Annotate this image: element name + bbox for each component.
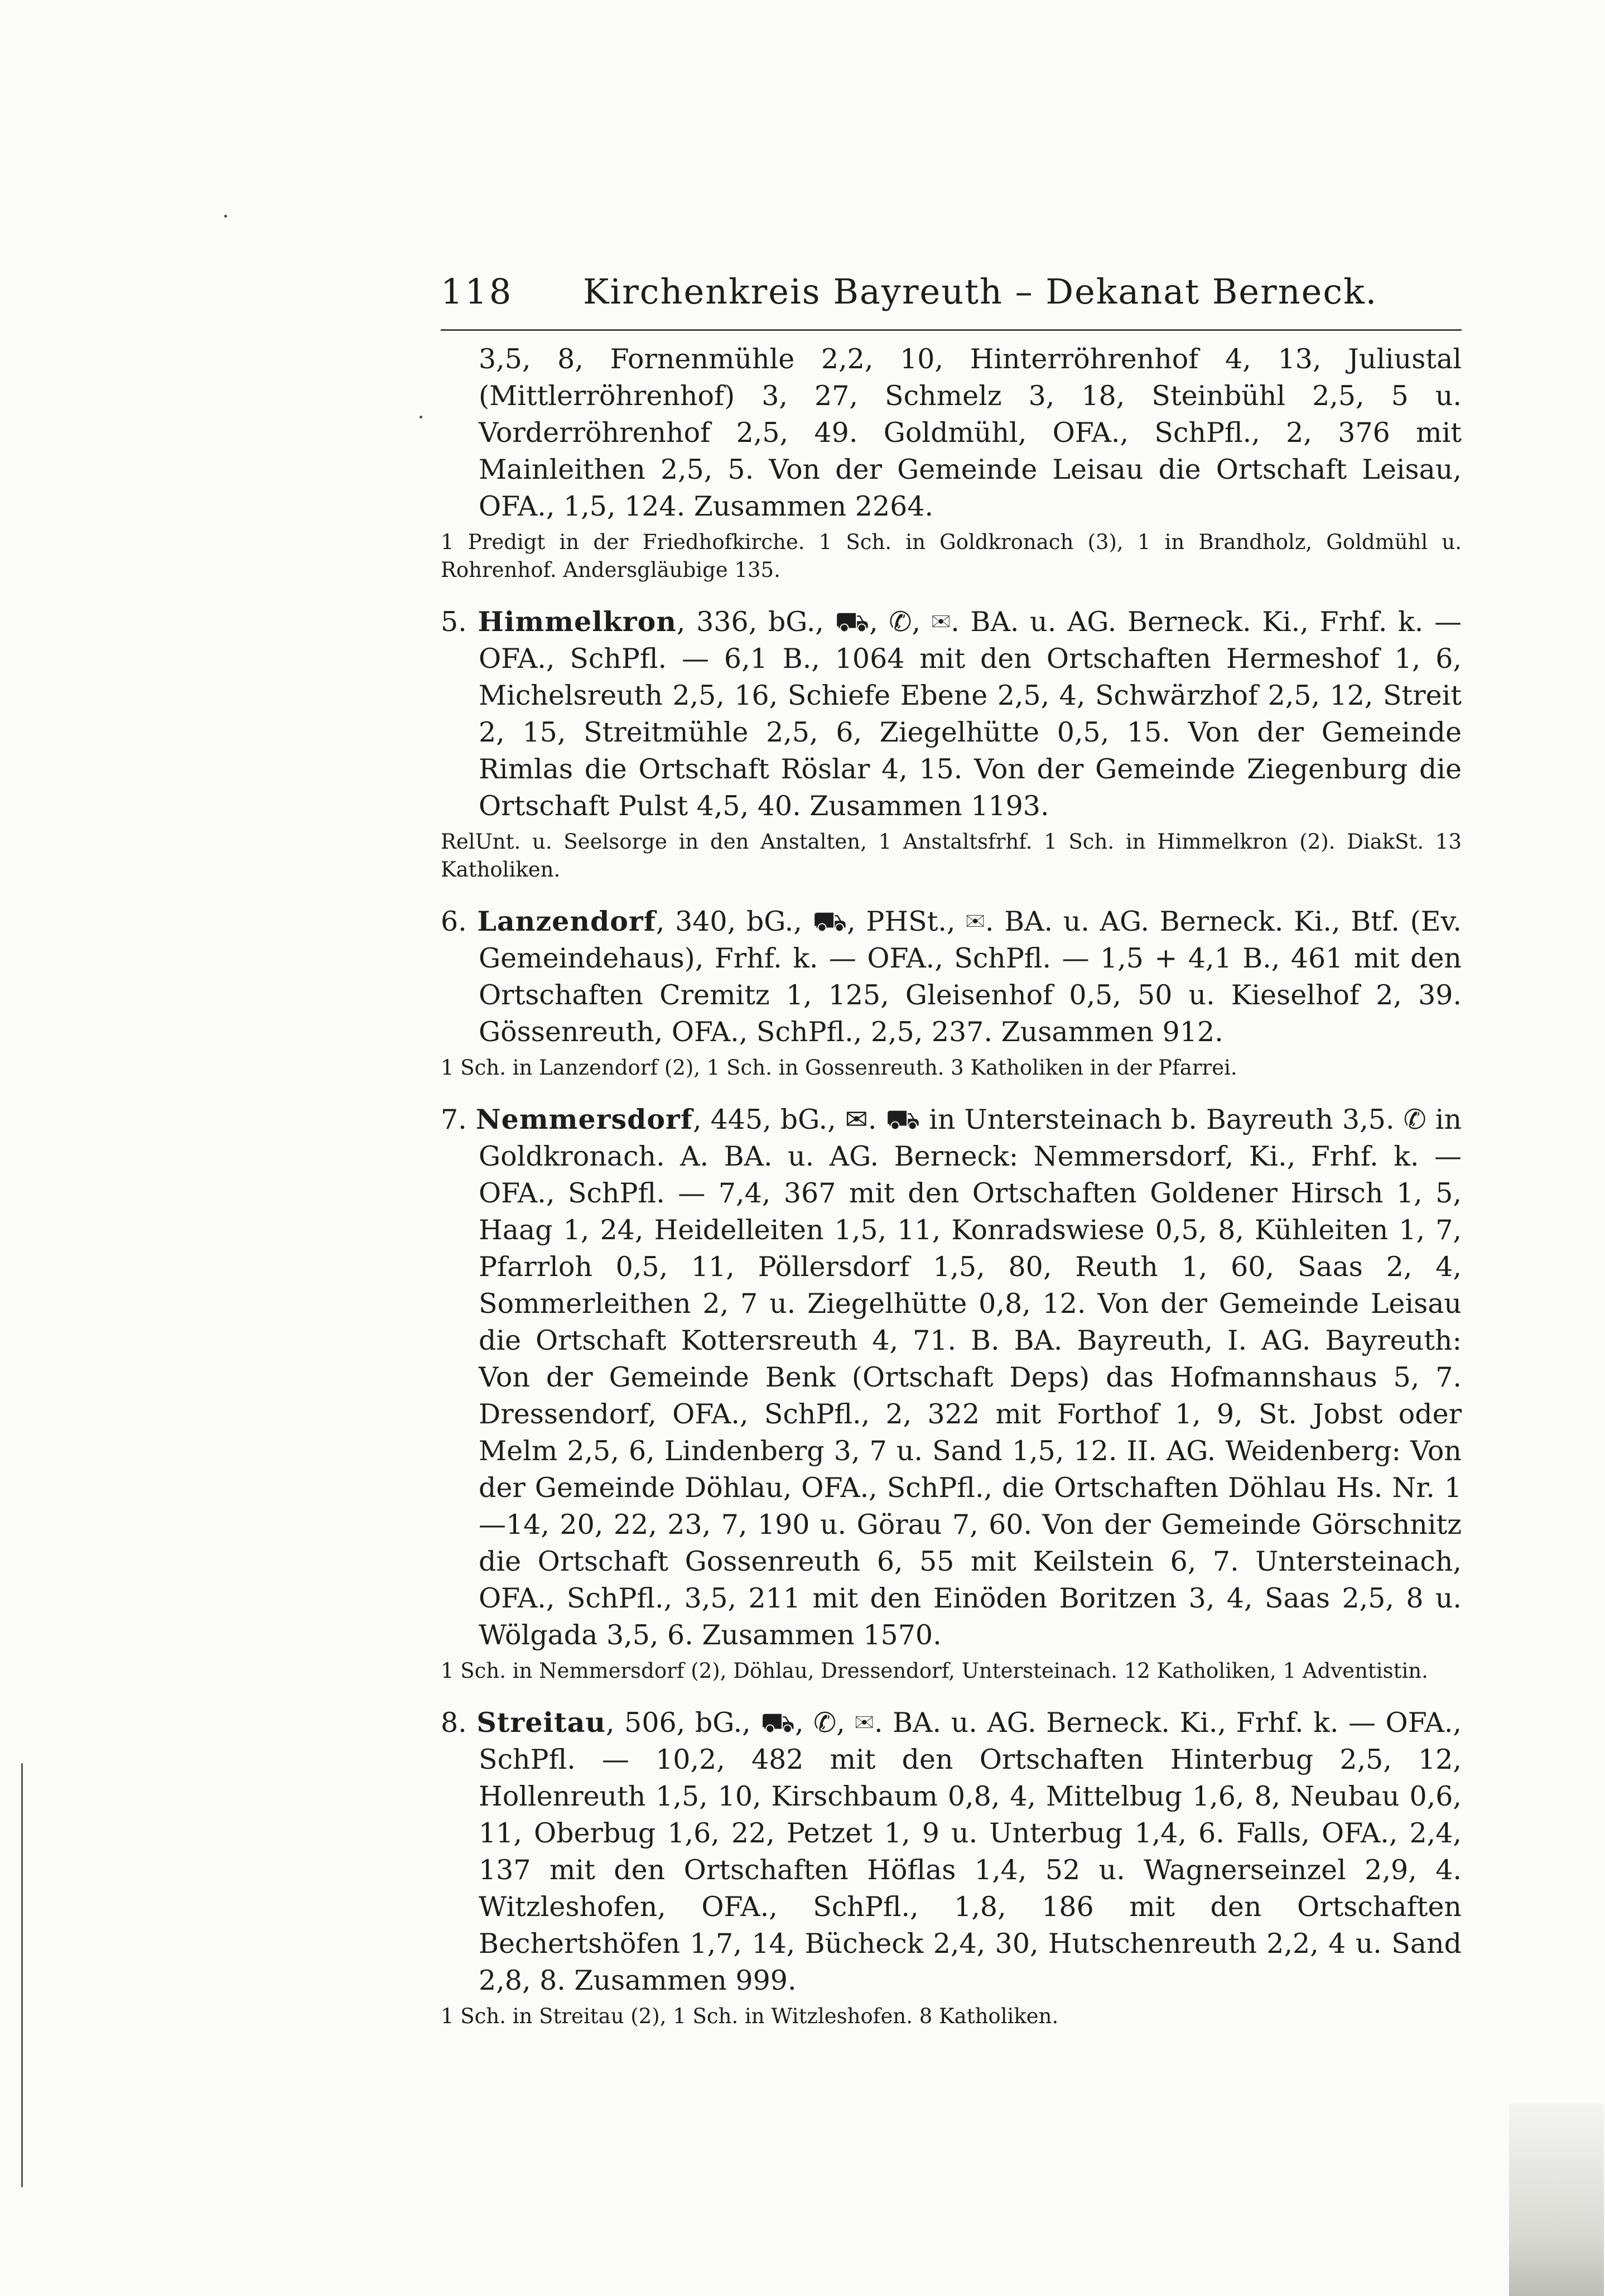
page-number: 118 bbox=[441, 271, 514, 312]
entry-text: , 340, bG., ⛟, PHSt., ✉. BA. u. AG. Berneck. Ki., Btf. (Ev. Gemeindehaus), Frhf. k. — OFA., SchPfl. — 1,5 + 4,1 B., 461 mit den Ortschaften Cremitz 1, 125, Gleisenhof 0,5, 50 u. Kieselhof 2, 39. Gössenreuth, OFA., SchPfl., 2,5, 237. Zusammen 912. bbox=[479, 906, 1462, 1048]
entry-note: RelUnt. u. Seelsorge in den Anstalten, 1 Anstaltsfrhf. 1 Sch. in Himmelkron (2). DiakSt. 13 Katholiken. bbox=[441, 830, 1462, 882]
entry-number: 7. bbox=[441, 1104, 467, 1135]
document-page bbox=[441, 268, 1462, 2030]
entry-note: 1 Sch. in Nemmersdorf (2), Döhlau, Dressendorf, Untersteinach. 12 Katholiken, 1 Adventistin. bbox=[441, 1659, 1428, 1683]
entry-number: 5. bbox=[441, 606, 467, 638]
entry-text: , 336, bG., ⛟, ✆, ✉. BA. u. AG. Berneck. Ki., Frhf. k. — OFA., SchPfl. — 6,1 B., 1064 mit den Ortschaften Hermeshof 1, 6, Michelsreuth 2,5, 16, Schiefe Ebene 2,5, 4, Schwärzhof 2,5, 12, Streit 2, 15, Streitmühle 2,5, 6, Ziegelhütte 0,5, 15. Von der Gemeinde Rimlas die Ortschaft Röslar 4, 15. Von der Gemeinde Ziegenburg die Ortschaft Pulst 4,5, 40. Zusammen 1193. bbox=[479, 606, 1462, 822]
entry-place: Lanzendorf bbox=[477, 905, 656, 937]
entry-note: 1 Sch. in Lanzendorf (2), 1 Sch. in Gossenreuth. 3 Katholiken in der Pfarrei. bbox=[441, 1056, 1237, 1080]
entry-nemmersdorf bbox=[441, 1101, 1462, 1654]
running-title: Kirchenkreis Bayreuth – Dekanat Berneck. bbox=[583, 271, 1378, 312]
page-header bbox=[441, 268, 1462, 331]
continuation-note: 1 Predigt in der Friedhofkirche. 1 Sch. in Goldkronach (3), 1 in Brandholz, Goldmühl u. Rohrenhof. Andersgläubige 135. bbox=[441, 530, 1462, 582]
entry-streitau bbox=[441, 1704, 1462, 1999]
entry-lanzendorf bbox=[441, 903, 1462, 1051]
scan-edge-line bbox=[21, 1763, 23, 2187]
entry-text: , 506, bG., ⛟, ✆, ✉. BA. u. AG. Berneck. Ki., Frhf. k. — OFA., SchPfl. — 10,2, 482 mit den Ortschaften Hinterbug 2,5, 12, Hollenreuth 1,5, 10, Kirschbaum 0,8, 4, Mittelbug 1,6, 8, Neubau 0,6, 11, Oberbug 1,6, 22, Petzet 1, 9 u. Unterbug 1,4, 6. Falls, OFA., 2,4, 137 mit den Ortschaften Höflas 1,4, 52 u. Wagnerseinzel 2,9, 4. Witzleshofen, OFA., SchPfl., 1,8, 186 mit den Ortschaften Bechertshöfen 1,7, 14, Bücheck 2,4, 30, Hutschenreuth 2,2, 4 u. Sand 2,8, 8. Zusammen 999. bbox=[479, 1707, 1462, 1996]
entry-place: Nemmersdorf bbox=[475, 1103, 693, 1135]
entry-place: Streitau bbox=[476, 1706, 606, 1739]
continuation-paragraph: 3,5, 8, Fornenmühle 2,2, 10, Hinterröhrenhof 4, 13, Juliustal (Mittlerröhrenhof) 3, 27, Schmelz 3, 18, Steinbühl 2,5, 5 u. Vorderröhrenhof 2,5, 49. Goldmühl, OFA., SchPfl., 2, 376 mit Mainleithen 2,5, 5. Von der Gemeinde Leisau die Ortschaft Leisau, OFA., 1,5, 124. Zusammen 2264. bbox=[479, 343, 1462, 522]
stray-mark bbox=[224, 215, 227, 218]
stray-mark bbox=[420, 416, 422, 418]
entry-himmelkron bbox=[441, 603, 1462, 825]
entry-place: Himmelkron bbox=[478, 605, 677, 638]
entry-number: 8. bbox=[441, 1707, 467, 1739]
scan-page-edge bbox=[1509, 2104, 1604, 2296]
entry-note: 1 Sch. in Streitau (2), 1 Sch. in Witzleshofen. 8 Katholiken. bbox=[441, 2004, 1059, 2028]
page-body bbox=[441, 331, 1462, 2030]
entry-text: , 445, bG., ✉. ⛟ in Untersteinach b. Bayreuth 3,5. ✆ in Goldkronach. A. BA. u. AG. Berneck: Nemmersdorf, Ki., Frhf. k. — OFA., SchPfl. — 7,4, 367 mit den Ortschaften Goldener Hirsch 1, 5, Haag 1, 24, Heidelleiten 1,5, 11, Konradswiese 0,5, 8, Kühleiten 1, 7, Pfarrloh 0,5, 11, Pöllersdorf 1,5, 80, Reuth 1, 60, Saas 2, 4, Sommerleithen 2, 7 u. Ziegelhütte 0,8, 12. Von der Gemeinde Leisau die Ortschaft Kottersreuth 4, 71. B. BA. Bayreuth, I. AG. Bayreuth: Von der Gemeinde Benk (Ortschaft Deps) das Hofmannshaus 5, 7. Dressendorf, OFA., SchPfl., 2, 322 mit Forthof 1, 9, St. Jobst oder Melm 2,5, 6, Lindenberg 3, 7 u. Sand 1,5, 12. II. AG. Weidenberg: Von der Gemeinde Döhlau, OFA., SchPfl., die Ortschaften Döhlau Hs. Nr. 1—14, 20, 22, 23, 7, 190 u. Görau 7, 60. Von der Gemeinde Görschnitz die Ortschaft Gossenreuth 6, 55 mit Keilstein 6, 7. Untersteinach, OFA., SchPfl., 3,5, 211 mit den Einöden Boritzen 3, 4, Saas 2,5, 8 u. Wölgada 3,5, 6. Zusammen 1570. bbox=[479, 1104, 1462, 1651]
entry-number: 6. bbox=[441, 906, 467, 937]
